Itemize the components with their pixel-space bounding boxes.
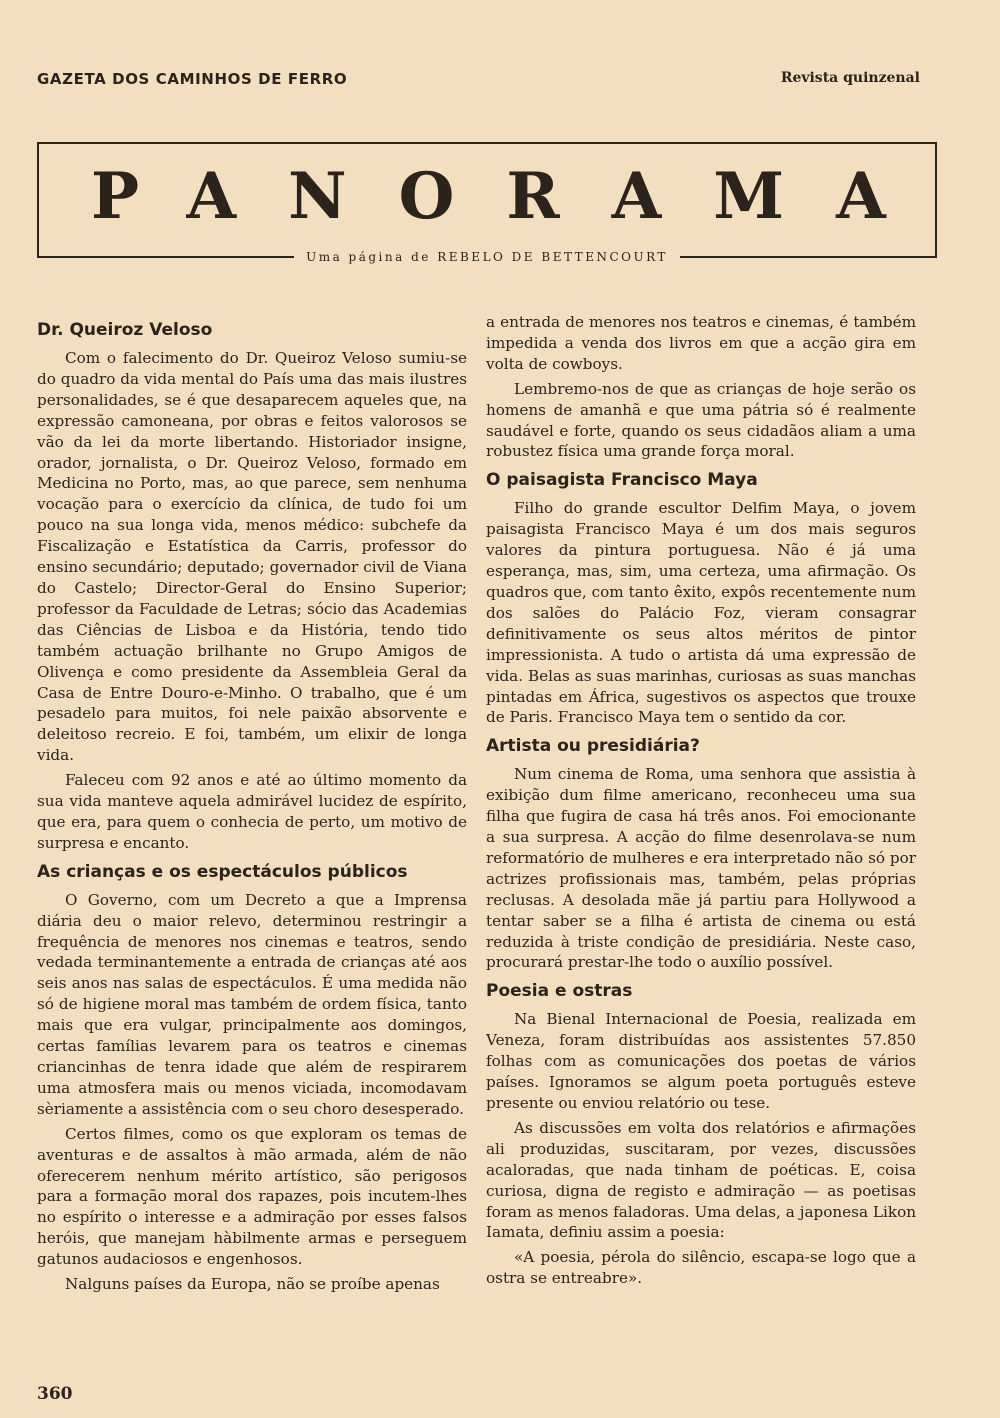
paragraph: O Governo, com um Decreto a que a Imprensa diária deu o maior relevo, determinou restringir a frequência de menores nos cinemas e teatros, sendo vedada terminantemente a entrada de crianças até aos seis anos nas salas de espectáculos. É uma medida não só de higiene moral mas também de ordem física, tanto mais que era vulgar, principalmente aos domingos, certas famílias levarem para os teatros e cinemas criancinhas de tenra idade que além de respirarem uma atmosfera mais ou menos viciada, incomodavam sèriamente a assistência com o seu choro desesperado.	[37, 890, 467, 1118]
panorama-banner	[37, 142, 937, 257]
paragraph: Com o falecimento do Dr. Queiroz Veloso sumiu-se do quadro da vida mental do País uma das mais ilustres personalidades, se é que desaparecem aqueles que, na expressão camoneana, por obras e feitos valorosos se vão da lei da morte libertando. Historiador insigne, orador, jornalista, o Dr. Queiroz Veloso, formado em Medicina no Porto, mas, ao que parece, sem nenhuma vocação para o exercício da clínica, de tudo foi um pouco na sua longa vida, menos médico: subchefe da Fiscalização e Estatística da Carris, professor do ensino secundário; deputado; governador civil de Viana do Castelo; Director-Geral do Ensino Superior; professor da Faculdade de Letras; sócio das Academias das Ciências de Lisboa e da História, tendo tido também actuação brilhante no Grupo Amigos de Olivença e como presidente da Assembleia Geral da Casa de Entre Douro-e-Minho. O trabalho, que é um pesadelo para muitos, foi nele paixão absorvente e deleitoso recreio. E foi, também, um elixir de longa vida.	[37, 349, 467, 765]
running-head-periodicity: Revista quinzenal	[780, 70, 920, 86]
section-heading: O paisagista Francisco Maya	[486, 470, 758, 491]
section-heading: Poesia e ostras	[486, 981, 633, 1002]
paragraph: Lembremo-nos de que as crianças de hoje serão os homens de amanhã e que uma pátria só é realmente saudável e forte, quando os seus cidadãos aliam a uma robustez física uma grande força moral.	[486, 379, 916, 461]
paragraph: Nalguns países da Europa, não se proíbe apenas	[65, 1275, 440, 1294]
byline-rule-left	[37, 256, 294, 258]
paragraph: Certos filmes, como os que exploram os temas de aventuras e de assaltos à mão armada, além de não oferecerem nenhum mérito artístico, são perigosos para a formação moral dos rapazes, pois incutem-lhes no espírito o interesse e a admiração por esses falsos heróis, que manejam hàbilmente armas e perseguem gatunos audaciosos e engenhosos.	[37, 1124, 467, 1269]
running-head-journal: GAZETA DOS CAMINHOS DE FERRO	[37, 70, 348, 88]
section-heading: Dr. Queiroz Veloso	[37, 320, 213, 340]
section-heading: As crianças e os espectáculos públicos	[37, 861, 408, 882]
page-number: 360	[37, 1384, 73, 1404]
section-heading: Artista ou presidiária?	[486, 736, 700, 757]
paragraph: Faleceu com 92 anos e até ao último momento da sua vida manteve aquela admirável lucidez de espírito, que era, para quem o conhecia de perto, um motivo de surpresa e encanto.	[37, 771, 467, 852]
paragraph: As discussões em volta dos relatórios e afirmações ali produzidas, suscitaram, por vezes, discussões acaloradas, que nada tinham de poéticas. E, coisa curiosa, digna de registo e admiração — as poetisas foram as menos faladoras. Uma delas, a japonesa Likon Iamata, definiu assim a poesia:	[486, 1118, 916, 1242]
banner-title: PANORAMA	[91, 159, 938, 234]
paragraph: Filho do grande escultor Delfim Maya, o jovem paisagista Francisco Maya é um dos mais seguros valores da pintura portuguesa. Não é já uma esperança, mas, sim, uma certeza, uma afirmação. Os quadros que, com tanto êxito, expôs recentemente num dos salões do Palácio Foz, vieram consagrar definitivamente os seus altos méritos de pintor impressionista. A tudo o artista dá uma expressão de vida. Belas as suas marinhas, curiosas as suas manchas pintadas em África, sugestivos os aspectos que trouxe de Paris. Francisco Maya tem o sentido da cor.	[486, 499, 916, 727]
paragraph: Num cinema de Roma, uma senhora que assistia à exibição dum filme americano, reconheceu uma sua filha que fugira de casa há três anos. Foi emocionante a sua surpresa. A acção do filme desenrolava-se num reformatório de mulheres e era interpretado não só por actrizes profissionais mas, também, pelas próprias reclusas. A desolada mãe já partiu para Hollywood a tentar saber se a filha é artista de cinema ou está reduzida à triste condição de presidiária. Neste caso, procurará prestar-lhe todo o auxílio possível.	[486, 765, 916, 972]
right-column	[486, 312, 916, 1293]
paragraph-continued: a entrada de menores nos teatros e cinemas, é também impedida a venda dos livros em que a acção gira em volta de cowboys.	[486, 313, 916, 373]
paragraph: Na Bienal Internacional de Poesia, realizada em Veneza, foram distribuídas aos assistentes 57.850 folhas com as comunicações dos poetas de vários países. Ignoramos se algum poeta português esteve presente ou enviou relatório ou tese.	[486, 1010, 916, 1112]
byline-rule-right	[680, 256, 937, 258]
paragraph: «A poesia, pérola do silêncio, escapa-se logo que a ostra se entreabre».	[486, 1248, 916, 1288]
byline-row	[37, 246, 937, 268]
byline: Uma página de REBELO DE BETTENCOURT	[306, 250, 668, 264]
left-column	[37, 312, 467, 1299]
